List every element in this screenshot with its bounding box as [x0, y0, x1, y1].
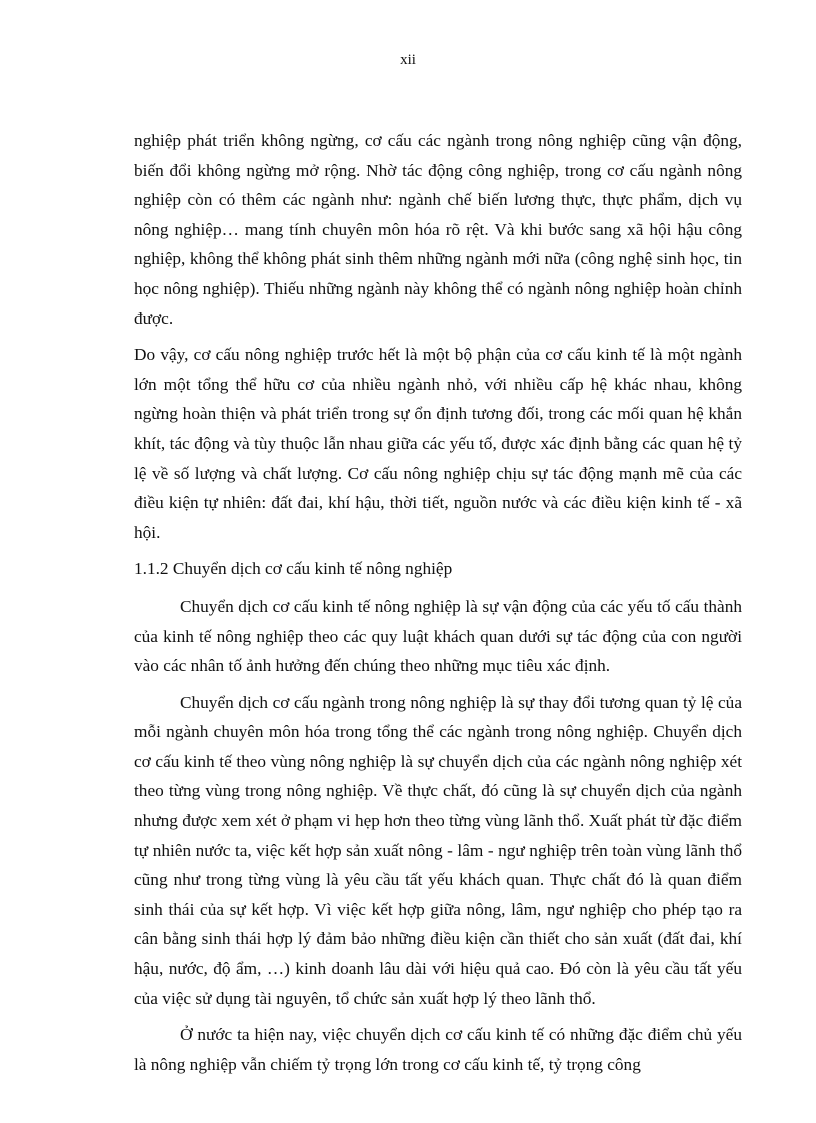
- page-number: xii: [400, 52, 416, 68]
- document-body: [134, 126, 742, 1086]
- paragraph: nghiệp phát triển không ngừng, cơ cấu các ngành trong nông nghiệp cũng vận động, biến đổi không ngừng mở rộng. Nhờ tác động công nghiệp, trong cơ cấu ngành nông nghiệp còn có thêm các ngành như: ngành chế biến lương thực, thực phẩm, dịch vụ nông nghiệp… mang tính chuyên môn hóa rõ rệt. Và khi bước sang xã hội hậu công nghiệp, không thể không phát sinh thêm những ngành mới nữa (công nghệ sinh học, tin học nông nghiệp). Thiếu những ngành này không thể có ngành nông nghiệp hoàn chỉnh được.: [134, 131, 742, 328]
- paragraph: Ở nước ta hiện nay, việc chuyển dịch cơ cấu kinh tế có những đặc điểm chủ yếu là nông nghiệp vẫn chiếm tỷ trọng lớn trong cơ cấu kinh tế, tỷ trọng công: [134, 1025, 742, 1074]
- paragraph: Chuyển dịch cơ cấu ngành trong nông nghiệp là sự thay đổi tương quan tỷ lệ của mỗi ngành chuyên môn hóa trong tổng thể các ngành trong nông nghiệp. Chuyển dịch cơ cấu kinh tế theo vùng nông nghiệp là sự chuyển dịch của các ngành nông nghiệp xét theo từng vùng trong nông nghiệp. Về thực chất, đó cũng là sự chuyển dịch của ngành nhưng được xem xét ở phạm vi hẹp hơn theo từng vùng lãnh thổ. Xuất phát từ đặc điểm tự nhiên nước ta, việc kết hợp sản xuất nông - lâm - ngư nghiệp trên toàn vùng lãnh thổ cũng như trong từng vùng là yêu cầu tất yếu khách quan. Thực chất đó là quan điểm sinh thái của sự kết hợp. Vì việc kết hợp giữa nông, lâm, ngư nghiệp cho phép tạo ra cân bằng sinh thái hợp lý đảm bảo những điều kiện cần thiết cho sản xuất (đất đai, khí hậu, nước, độ ẩm, …) kinh doanh lâu dài với hiệu quả cao. Đó còn là yêu cầu tất yếu của việc sử dụng tài nguyên, tổ chức sản xuất hợp lý theo lãnh thổ.: [134, 692, 742, 1008]
- paragraph: Chuyển dịch cơ cấu kinh tế nông nghiệp là sự vận động của các yếu tố cấu thành của kinh tế nông nghiệp theo các quy luật khách quan dưới sự tác động của con người vào các nhân tố ảnh hưởng đến chúng theo những mục tiêu xác định.: [134, 596, 742, 676]
- paragraph: Do vậy, cơ cấu nông nghiệp trước hết là một bộ phận của cơ cấu kinh tế là một ngành lớn một tổng thể hữu cơ của nhiều ngành nhỏ, với nhiều cấp hệ khác nhau, không ngừng hoàn thiện và phát triển trong sự ổn định tương đối, trong các mối quan hệ khắn khít, tác động và tùy thuộc lẫn nhau giữa các yếu tố, được xác định bằng các quan hệ tỷ lệ về số lượng và chất lượng. Cơ cấu nông nghiệp chịu sự tác động mạnh mẽ của các điều kiện tự nhiên: đất đai, khí hậu, thời tiết, nguồn nước và các điều kiện kinh tế - xã hội.: [134, 345, 742, 542]
- section-heading: 1.1.2 Chuyển dịch cơ cấu kinh tế nông nghiệp: [134, 559, 453, 579]
